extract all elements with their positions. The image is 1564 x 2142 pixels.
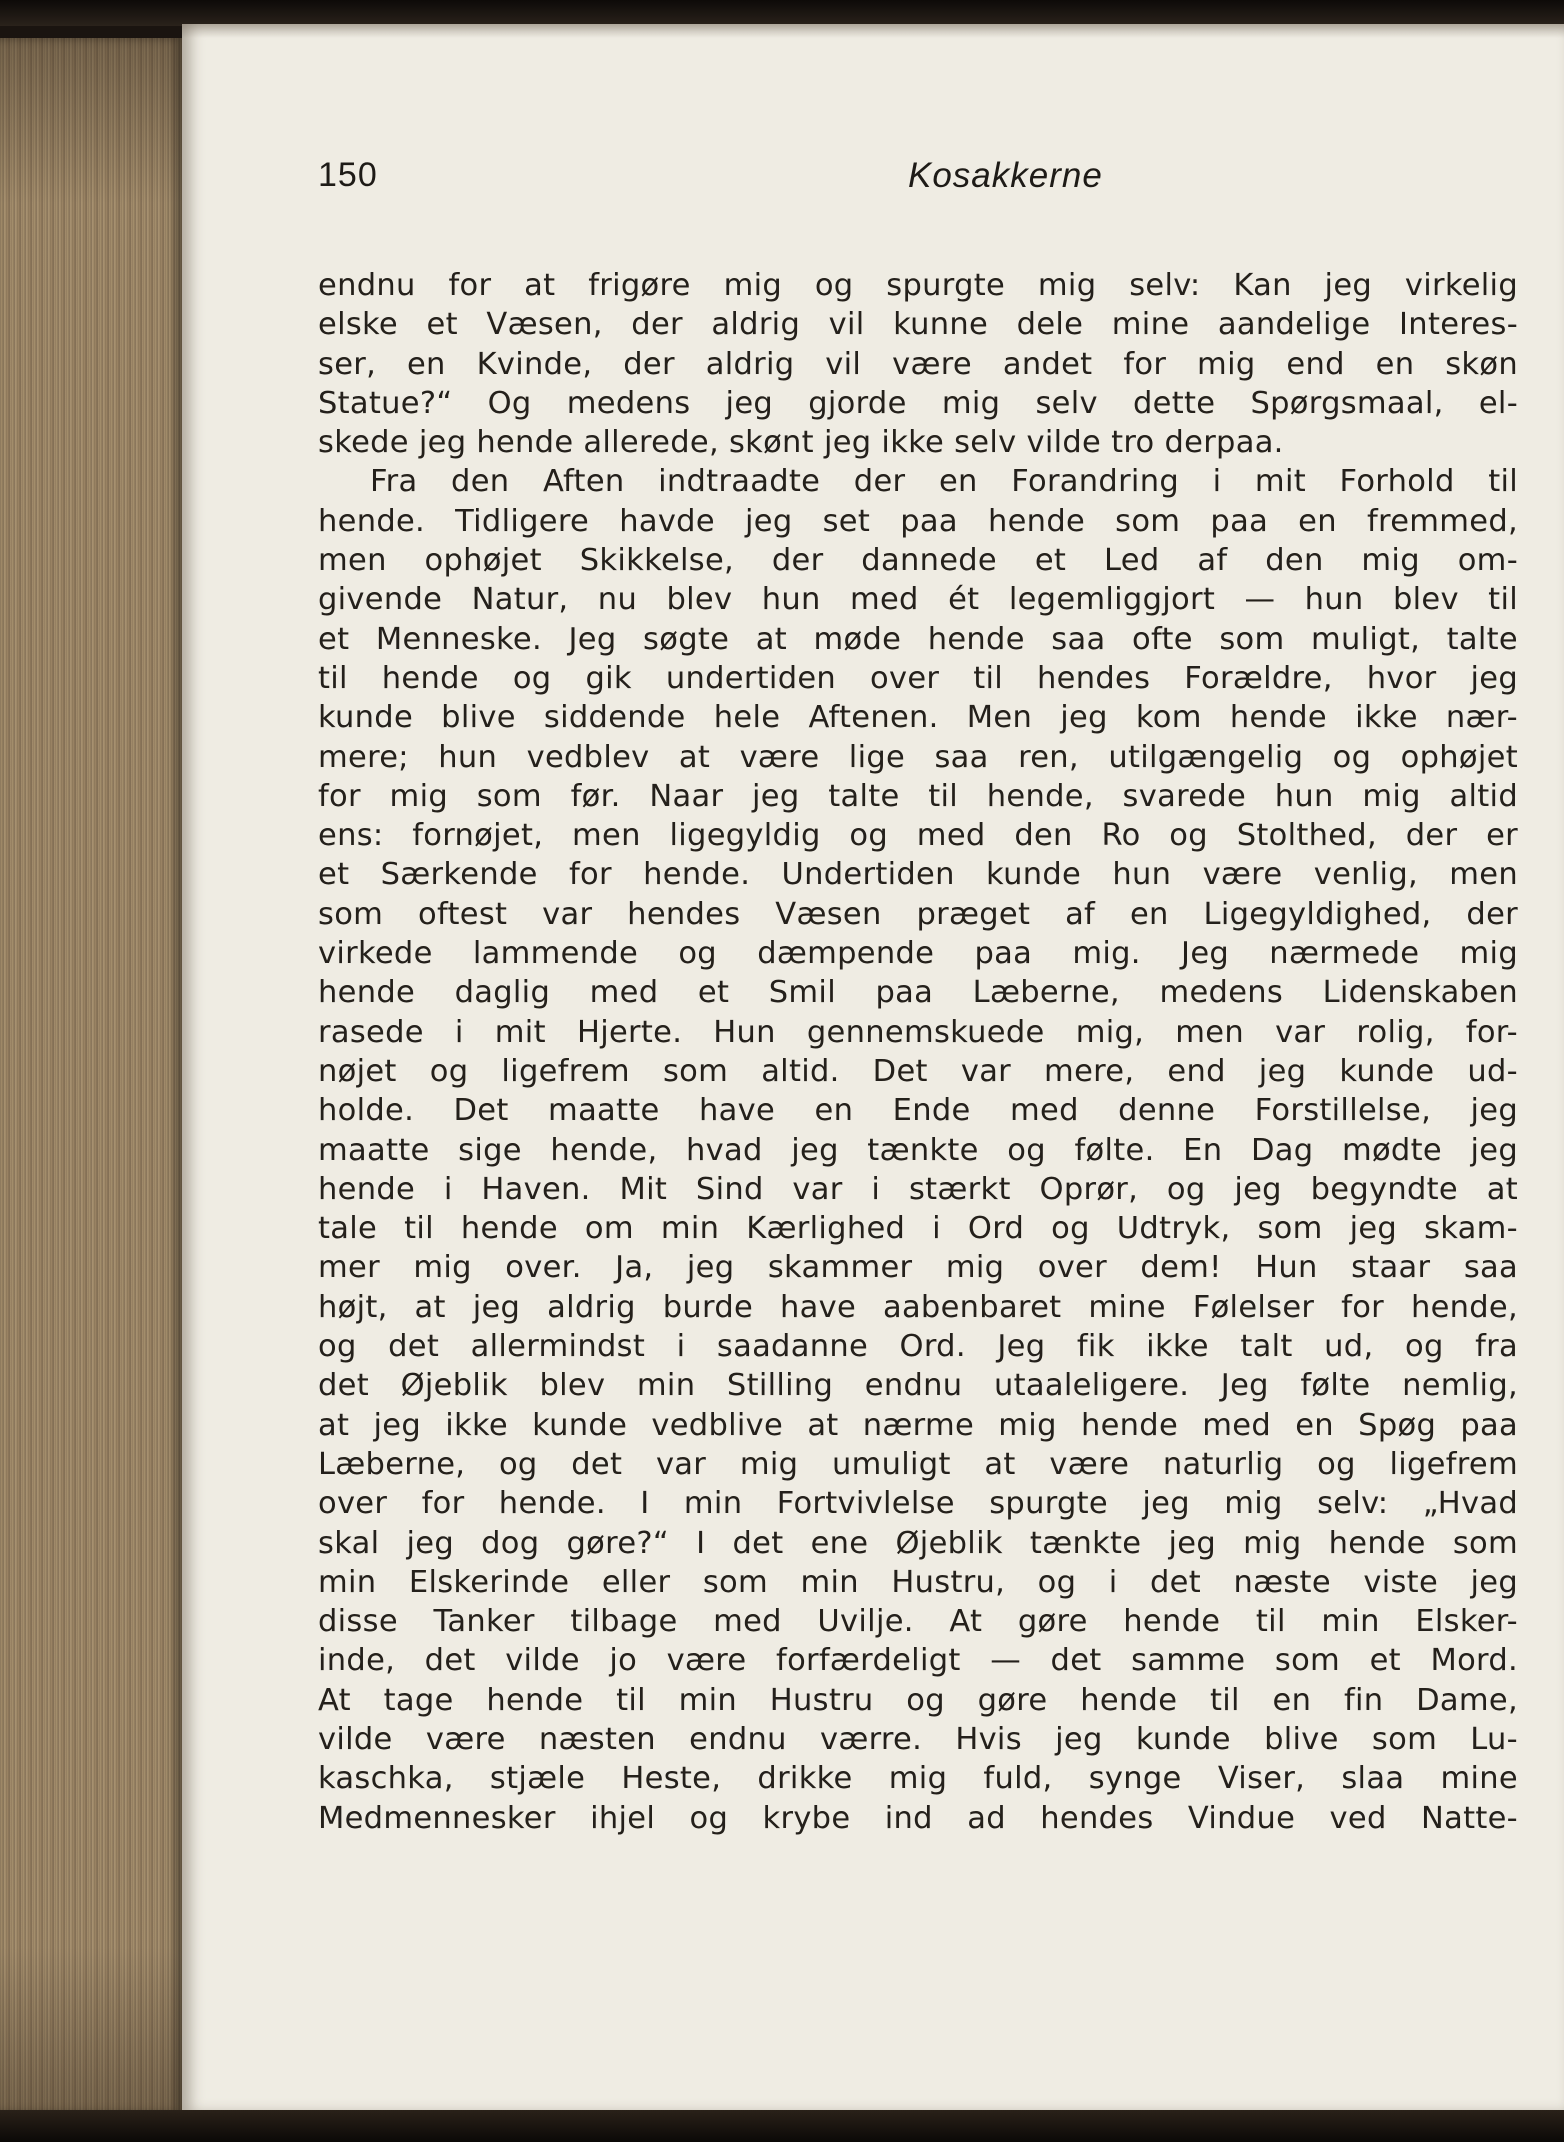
text-line: og det allermindst i saadanne Ord. Jeg fik ikke talt ud, og fra <box>318 1329 1518 1365</box>
text-line: maatte sige hende, hvad jeg tænkte og følte. En Dag mødte jeg <box>318 1132 1518 1168</box>
running-title: Kosakkerne <box>908 156 1103 195</box>
body-text <box>318 266 1518 1838</box>
text-line: skede jeg hende allerede, skønt jeg ikke selv vilde tro derpaa. <box>318 425 1284 461</box>
text-line: kunde blive siddende hele Aftenen. Men jeg kom hende ikke nær- <box>318 700 1518 736</box>
scan-top-border <box>0 0 1564 26</box>
text-line: rasede i mit Hjerte. Hun gennemskuede mig, men var rolig, for- <box>318 1014 1518 1050</box>
text-line: til hende og gik undertiden over til hendes Forældre, hvor jeg <box>318 660 1518 696</box>
text-line: hende i Haven. Mit Sind var i stærkt Oprør, og jeg begyndte at <box>318 1171 1518 1207</box>
text-line: men ophøjet Skikkelse, der dannede et Led af den mig om- <box>318 543 1518 579</box>
text-line: endnu for at frigøre mig og spurgte mig selv: Kan jeg virkelig <box>318 268 1518 303</box>
text-line: mer mig over. Ja, jeg skammer mig over dem! Hun staar saa <box>318 1250 1518 1286</box>
text-line: elske et Væsen, der aldrig vil kunne dele mine aandelige Interes- <box>318 307 1518 343</box>
text-line: Læberne, og det var mig umuligt at være naturlig og ligefrem <box>318 1446 1518 1482</box>
text-line: mere; hun vedblev at være lige saa ren, utilgængelig og ophøjet <box>318 739 1518 775</box>
text-line: skal jeg dog gøre?“ I det ene Øjeblik tænkte jeg mig hende som <box>318 1525 1518 1561</box>
text-line: disse Tanker tilbage med Uvilje. At gøre hende til min Elsker- <box>318 1604 1518 1640</box>
text-line: hende. Tidligere havde jeg set paa hende som paa en fremmed, <box>318 503 1518 539</box>
text-line: inde, det vilde jo være forfærdeligt — det samme som et Mord. <box>318 1643 1518 1679</box>
page-number: 150 <box>318 156 378 194</box>
text-line: højt, at jeg aldrig burde have aabenbaret mine Følelser for hende, <box>318 1289 1518 1325</box>
scan-bottom-border <box>0 2110 1564 2142</box>
text-line: givende Natur, nu blev hun med ét legemliggjort — hun blev til <box>318 582 1518 618</box>
text-line: ens: fornøjet, men ligegyldig og med den Ro og Stolthed, der er <box>318 818 1518 854</box>
text-line: Medmennesker ihjel og krybe ind ad hendes Vindue ved Natte- <box>318 1800 1518 1836</box>
text-line: det Øjeblik blev min Stilling endnu utaaleligere. Jeg følte nemlig, <box>318 1368 1518 1404</box>
text-line: at jeg ikke kunde vedblive at nærme mig hende med en Spøg paa <box>318 1407 1518 1443</box>
text-line: At tage hende til min Hustru og gøre hende til en fin Dame, <box>318 1682 1518 1718</box>
text-line: Statue?“ Og medens jeg gjorde mig selv dette Spørgsmaal, el- <box>318 385 1518 421</box>
text-line: holde. Det maatte have en Ende med denne Forstillelse, jeg <box>318 1093 1518 1129</box>
text-line: Fra den Aften indtraadte der en Forandring i mit Forhold til <box>370 464 1518 500</box>
page-edges <box>0 38 182 2113</box>
text-line: nøjet og ligefrem som altid. Det var mere, end jeg kunde ud- <box>318 1053 1518 1089</box>
text-line: for mig som før. Naar jeg talte til hende, svarede hun mig altid <box>318 778 1518 814</box>
page-header <box>318 156 1103 212</box>
text-line: vilde være næsten endnu værre. Hvis jeg kunde blive som Lu- <box>318 1721 1518 1757</box>
text-line: min Elskerinde eller som min Hustru, og i det næste viste jeg <box>318 1564 1518 1600</box>
text-line: et Særkende for hende. Undertiden kunde hun være venlig, men <box>318 857 1518 893</box>
text-line: virkede lammende og dæmpende paa mig. Jeg nærmede mig <box>318 936 1518 972</box>
text-line: kaschka, stjæle Heste, drikke mig fuld, synge Viser, slaa mine <box>318 1761 1518 1797</box>
text-line: ser, en Kvinde, der aldrig vil være andet for mig end en skøn <box>318 346 1518 382</box>
text-line: som oftest var hendes Væsen præget af en Ligegyldighed, der <box>318 896 1518 932</box>
text-line: hende daglig med et Smil paa Læberne, medens Lidenskaben <box>318 975 1518 1011</box>
text-line: tale til hende om min Kærlighed i Ord og Udtryk, som jeg skam- <box>318 1211 1518 1247</box>
text-line: et Menneske. Jeg søgte at møde hende saa ofte som muligt, talte <box>318 621 1518 657</box>
text-line: over for hende. I min Fortvivlelse spurgte jeg mig selv: „Hvad <box>318 1486 1518 1522</box>
